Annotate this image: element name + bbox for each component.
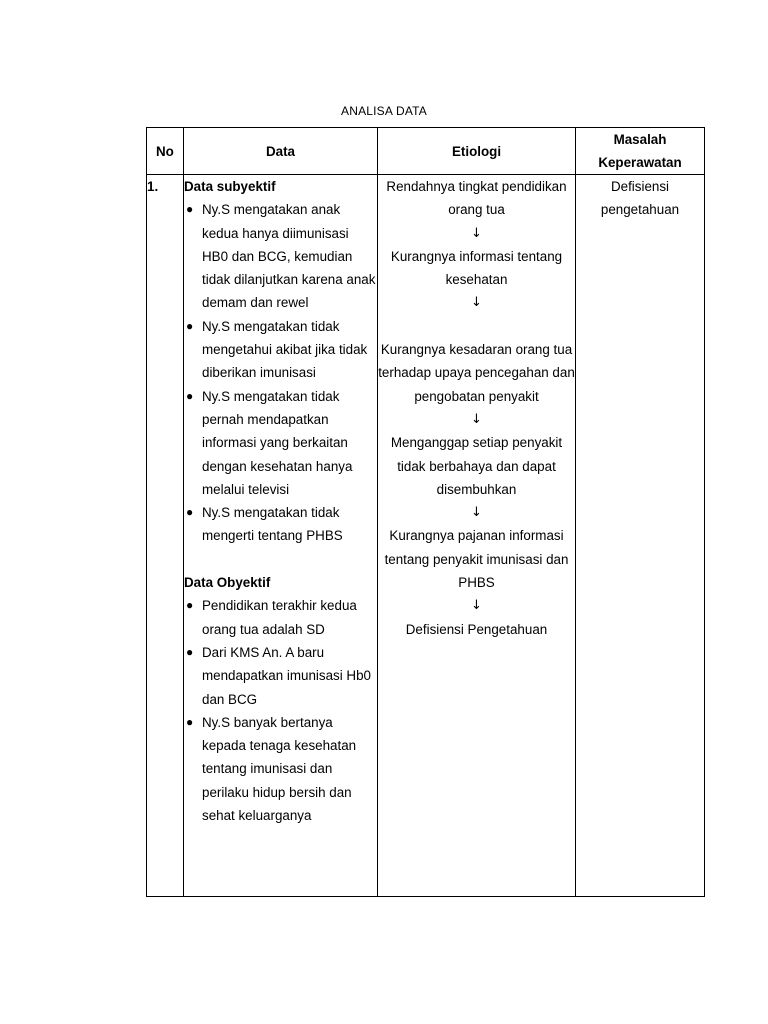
etiology-step: Menganggap setiap penyakit tidak berbahaya dan dapat disembuhkan (390, 435, 563, 497)
objective-data-list (184, 594, 377, 827)
list-item: ● Ny.S mengatakan anak kedua hanya diimunisasi HB0 dan BCG, kemudian tidak dilanjutkan karena anak demam dan rewel (184, 198, 377, 314)
down-arrow-icon: ↓ (471, 598, 482, 614)
data-cell (184, 175, 378, 897)
down-arrow-icon: ↓ (471, 225, 482, 241)
down-arrow-icon: ↓ (471, 295, 482, 311)
down-arrow-icon: ↓ (471, 505, 482, 521)
list-item: ● Pendidikan terakhir kedua orang tua adalah SD (184, 594, 377, 641)
table-row (147, 175, 705, 897)
list-item: ● Ny.S mengatakan tidak mengetahui akibat jika tidak diberikan imunisasi (184, 315, 377, 385)
bullet-icon: ● (186, 505, 194, 520)
list-item: ● Ny.S mengatakan tidak pernah mendapatkan informasi yang berkaitan dengan kesehatan hanya melalui televisi (184, 385, 377, 501)
header-data: Data (184, 128, 378, 175)
down-arrow-icon: ↓ (471, 411, 482, 427)
etiology-step: Rendahnya tingkat pendidikan orang tua (386, 179, 567, 218)
list-item: ● Dari KMS An. A baru mendapatkan imunisasi Hb0 dan BCG (184, 641, 377, 711)
objective-data-title: Data Obyektif (184, 575, 271, 591)
bullet-icon: ● (186, 644, 194, 659)
etiology-step: Kurangnya kesadaran orang tua terhadap upaya pencegahan dan pengobatan penyakit (378, 342, 575, 404)
document-title: ANALISA DATA (341, 104, 427, 118)
list-item: ● Ny.S mengatakan tidak mengerti tentang PHBS (184, 501, 377, 548)
bullet-icon: ● (186, 714, 194, 729)
bullet-icon: ● (186, 388, 194, 403)
row-number: 1. (147, 175, 184, 897)
subjective-data-list (184, 198, 377, 547)
header-masalah-keperawatan: Masalah Keperawatan (576, 128, 705, 175)
header-no: No (147, 128, 184, 175)
nursing-problem-cell: Defisiensi pengetahuan (576, 175, 705, 897)
etiology-step: Defisiensi Pengetahuan (405, 621, 548, 637)
etiology-step: Kurangnya informasi tentang kesehatan (390, 248, 563, 288)
bullet-icon: ● (186, 202, 194, 217)
etiology-cell (378, 175, 576, 897)
bullet-icon: ● (186, 598, 194, 613)
header-etiologi: Etiologi (378, 128, 576, 175)
etiology-step: Kurangnya pajanan informasi tentang penyakit imunisasi dan PHBS (384, 528, 569, 591)
bullet-icon: ● (186, 318, 194, 333)
analysis-table (146, 127, 705, 897)
list-item: ● Ny.S banyak bertanya kepada tenaga kesehatan tentang imunisasi dan perilaku hidup bersih dan sehat keluarganya (184, 711, 377, 827)
table-header-row (147, 128, 705, 175)
subjective-data-title: Data subyektif (184, 179, 276, 194)
